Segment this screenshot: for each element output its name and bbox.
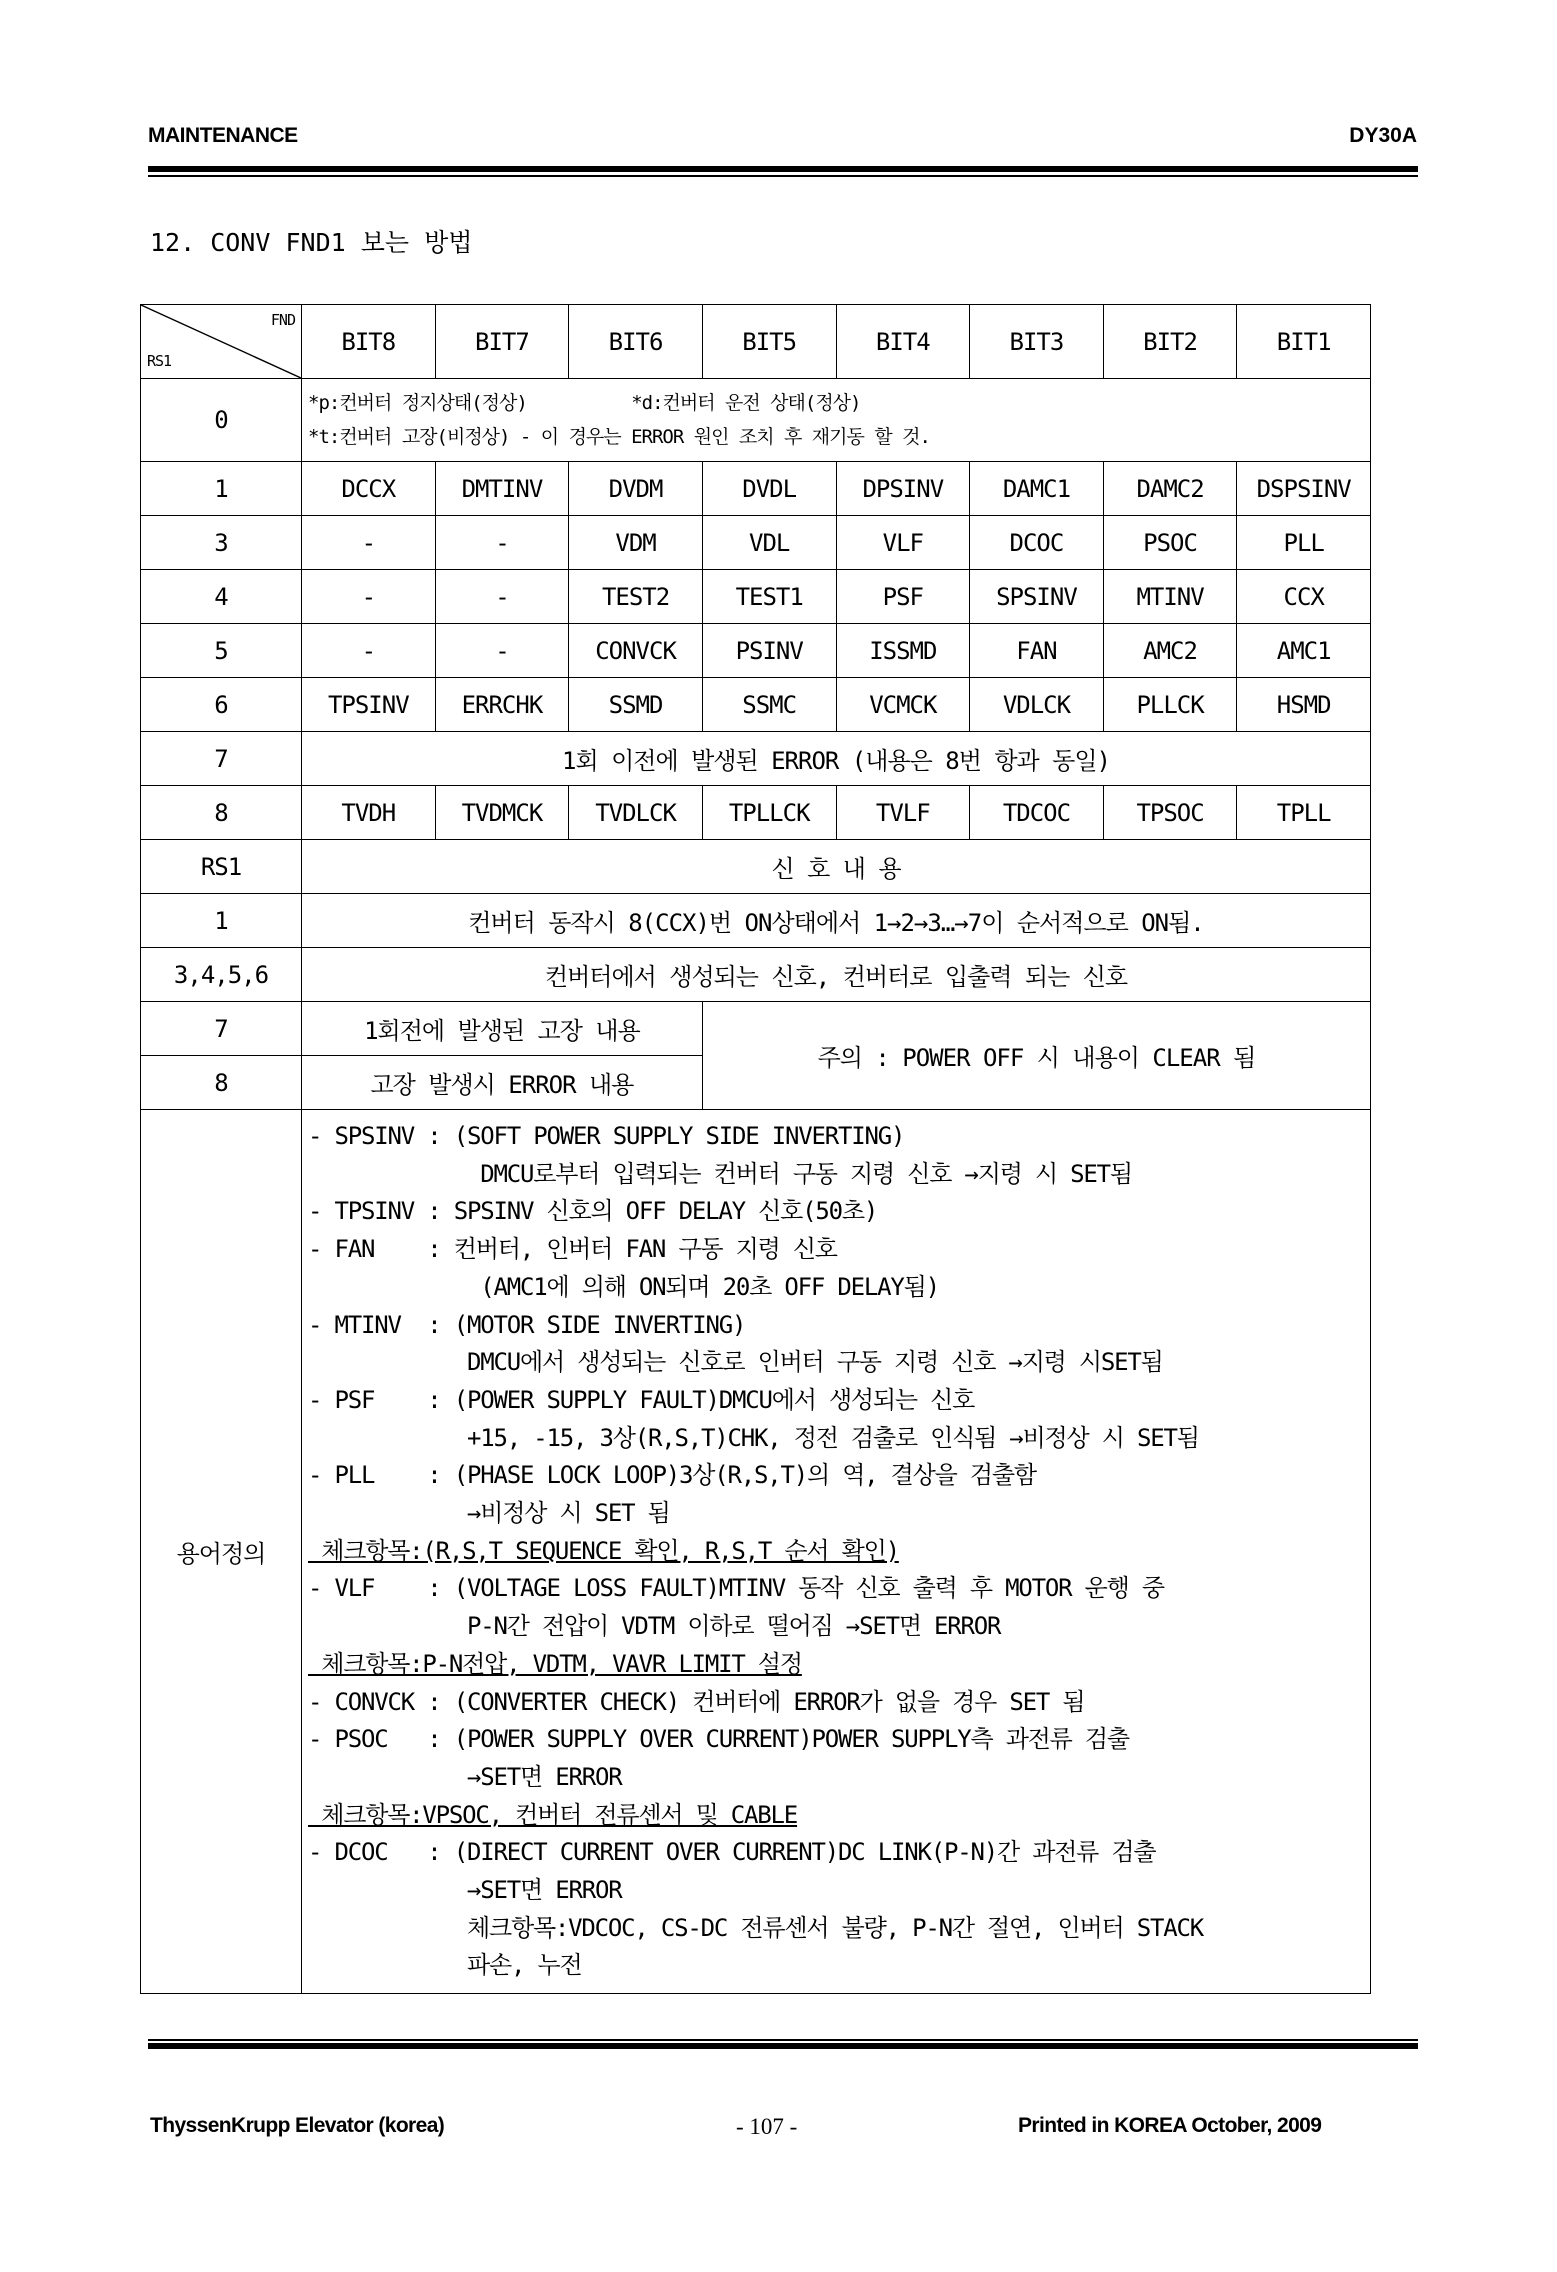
row-0 bbox=[141, 379, 1371, 462]
signal-header-label: RS1 bbox=[141, 840, 302, 894]
bit-header: BIT2 bbox=[1103, 305, 1237, 379]
bit-header: BIT5 bbox=[702, 305, 836, 379]
bit-cell: DMTINV bbox=[435, 462, 569, 516]
bit-cell: VDL bbox=[702, 516, 836, 570]
bit-cell: - bbox=[435, 624, 569, 678]
definition-line: - DCOC : (DIRECT CURRENT OVER CURRENT)DC LINK(P-N)간 과전류 검출 bbox=[308, 1838, 1156, 1867]
row-6 bbox=[141, 678, 1371, 732]
bit-header: BIT8 bbox=[302, 305, 436, 379]
bit-header: BIT4 bbox=[836, 305, 970, 379]
bit-cell: DAMC1 bbox=[970, 462, 1104, 516]
section-title: 12. CONV FND1 보는 방법 bbox=[150, 228, 473, 257]
bit-cell: VCMCK bbox=[836, 678, 970, 732]
row0-note-line1: *p:컨버터 정지상태(정상) *d:컨버터 운전 상태(정상) bbox=[308, 392, 861, 414]
header-right: DY30A bbox=[1349, 124, 1417, 147]
signal-row-3456 bbox=[141, 948, 1371, 1002]
bit-cell: AMC1 bbox=[1237, 624, 1371, 678]
bit-cell: PLLCK bbox=[1103, 678, 1237, 732]
signal-header-text: 신 호 내 용 bbox=[302, 840, 1371, 894]
row-7 bbox=[141, 732, 1371, 786]
corner-fnd-label: FND bbox=[270, 311, 295, 329]
row-label: 4 bbox=[141, 570, 302, 624]
bit-cell: AMC2 bbox=[1103, 624, 1237, 678]
definition-line: - CONVCK : (CONVERTER CHECK) 컨버터에 ERROR가 없을 경우 SET 됨 bbox=[308, 1687, 1085, 1716]
bit-cell: SSMC bbox=[702, 678, 836, 732]
bit-cell: SSMD bbox=[569, 678, 703, 732]
bit-cell: TEST1 bbox=[702, 570, 836, 624]
header-left: MAINTENANCE bbox=[148, 124, 298, 147]
definitions-row bbox=[141, 1110, 1371, 1994]
bit-cell: TPSOC bbox=[1103, 786, 1237, 840]
bit-cell: TVDH bbox=[302, 786, 436, 840]
signal-row-text: 1회전에 발생된 고장 내용 bbox=[302, 1002, 703, 1056]
check-item-line: 체크항목:P-N전압, VDTM, VAVR LIMIT 설정 bbox=[308, 1649, 802, 1678]
definition-line: - PLL : (PHASE LOCK LOOP)3상(R,S,T)의 역, 결상을 검출함 bbox=[308, 1461, 1036, 1490]
signal-row-7 bbox=[141, 1002, 1371, 1056]
signal-row-text: 컨버터 동작시 8(CCX)번 ON상태에서 1→2→3…→7이 순서적으로 ON됨. bbox=[302, 894, 1371, 948]
definition-line: (AMC1에 의해 ON되며 20초 OFF DELAY됨) bbox=[308, 1272, 939, 1301]
definition-line: →SET면 ERROR bbox=[308, 1876, 622, 1905]
bit-header: BIT1 bbox=[1237, 305, 1371, 379]
bit-cell: PSF bbox=[836, 570, 970, 624]
bit-cell: TDCOC bbox=[970, 786, 1104, 840]
bit-cell: PSOC bbox=[1103, 516, 1237, 570]
row-label: 1 bbox=[141, 462, 302, 516]
bit-cell: - bbox=[435, 516, 569, 570]
bit-cell: HSMD bbox=[1237, 678, 1371, 732]
definition-line: →비정상 시 SET 됨 bbox=[308, 1499, 670, 1528]
row-label: 0 bbox=[141, 379, 302, 462]
signal-header-row bbox=[141, 840, 1371, 894]
bit-cell: DVDM bbox=[569, 462, 703, 516]
row7-text: 1회 이전에 발생된 ERROR (내용은 8번 항과 동일) bbox=[302, 732, 1371, 786]
check-item-line: 파손, 누전 bbox=[308, 1951, 582, 1980]
row-5 bbox=[141, 624, 1371, 678]
bit-cell: TVDMCK bbox=[435, 786, 569, 840]
bit-cell: PLL bbox=[1237, 516, 1371, 570]
bit-cell: VDM bbox=[569, 516, 703, 570]
bit-cell: - bbox=[302, 624, 436, 678]
row-8 bbox=[141, 786, 1371, 840]
definition-line: - VLF : (VOLTAGE LOSS FAULT)MTINV 동작 신호 출력 후 MOTOR 운행 중 bbox=[308, 1574, 1164, 1603]
definition-line: - MTINV : (MOTOR SIDE INVERTING) bbox=[308, 1310, 746, 1339]
row-3 bbox=[141, 516, 1371, 570]
bit-cell: DPSINV bbox=[836, 462, 970, 516]
bit-header: BIT7 bbox=[435, 305, 569, 379]
bit-cell: TEST2 bbox=[569, 570, 703, 624]
header-rule-thick bbox=[148, 166, 1418, 172]
row-4 bbox=[141, 570, 1371, 624]
definition-line: - SPSINV : (SOFT POWER SUPPLY SIDE INVERTING) bbox=[308, 1122, 905, 1150]
row-label: 6 bbox=[141, 678, 302, 732]
bit-cell: ISSMD bbox=[836, 624, 970, 678]
signal-row-label: 3,4,5,6 bbox=[141, 948, 302, 1002]
bits-header-row bbox=[141, 305, 1371, 379]
definition-line: DMCU로부터 입력되는 컨버터 구동 지령 신호 →지령 시 SET됨 bbox=[308, 1159, 1132, 1188]
bit-cell: VDLCK bbox=[970, 678, 1104, 732]
footer-company: ThyssenKrupp Elevator (korea) bbox=[150, 2114, 445, 2137]
signal-row-1 bbox=[141, 894, 1371, 948]
bit-cell: TPLL bbox=[1237, 786, 1371, 840]
bit-cell: TVLF bbox=[836, 786, 970, 840]
check-item-line: 체크항목:VPSOC, 컨버터 전류센서 및 CABLE bbox=[308, 1800, 798, 1829]
footer-printed: Printed in KOREA October, 2009 bbox=[1018, 2114, 1322, 2137]
check-item-line: 체크항목:(R,S,T SEQUENCE 확인, R,S,T 순서 확인) bbox=[308, 1536, 899, 1565]
page-number: - 107 - bbox=[736, 2114, 798, 2139]
bit-cell: - bbox=[302, 516, 436, 570]
definition-line: +15, -15, 3상(R,S,T)CHK, 정전 검출로 인식됨 →비정상 시 SET됨 bbox=[308, 1423, 1199, 1452]
bit-header: BIT3 bbox=[970, 305, 1104, 379]
bit-cell: PSINV bbox=[702, 624, 836, 678]
signal-row-label: 8 bbox=[141, 1056, 302, 1110]
definition-line: - PSF : (POWER SUPPLY FAULT)DMCU에서 생성되는 신호 bbox=[308, 1385, 975, 1414]
bit-cell: DAMC2 bbox=[1103, 462, 1237, 516]
bit-header: BIT6 bbox=[569, 305, 703, 379]
bit-cell: ERRCHK bbox=[435, 678, 569, 732]
bit-cell: CCX bbox=[1237, 570, 1371, 624]
corner-cell bbox=[141, 305, 302, 379]
bit-cell: DCCX bbox=[302, 462, 436, 516]
fnd-table bbox=[140, 304, 1371, 1994]
row-label: 8 bbox=[141, 786, 302, 840]
bit-cell: SPSINV bbox=[970, 570, 1104, 624]
bit-cell: - bbox=[435, 570, 569, 624]
bit-cell: TPLLCK bbox=[702, 786, 836, 840]
definitions-body bbox=[302, 1110, 1371, 1994]
row0-note-line2: *t:컨버터 고장(비정상) - 이 경우는 ERROR 원인 조치 후 재기동 할 것. bbox=[308, 426, 930, 448]
signal-row-text: 고장 발생시 ERROR 내용 bbox=[302, 1056, 703, 1110]
row0-note bbox=[302, 379, 1371, 462]
footer-rule-thick bbox=[148, 2043, 1418, 2049]
check-item-line: 체크항목:VDCOC, CS-DC 전류센서 불량, P-N간 절연, 인버터 STACK bbox=[308, 1913, 1203, 1942]
bit-cell: CONVCK bbox=[569, 624, 703, 678]
footer-rule-thin bbox=[148, 2039, 1418, 2041]
bit-cell: - bbox=[302, 570, 436, 624]
bit-cell: TPSINV bbox=[302, 678, 436, 732]
signal-row-text: 컨버터에서 생성되는 신호, 컨버터로 입출력 되는 신호 bbox=[302, 948, 1371, 1002]
header-rule-thin bbox=[148, 175, 1418, 177]
row-1 bbox=[141, 462, 1371, 516]
definition-line: - TPSINV : SPSINV 신호의 OFF DELAY 신호(50초) bbox=[308, 1197, 878, 1226]
caution-note: 주의 : POWER OFF 시 내용이 CLEAR 됨 bbox=[702, 1002, 1370, 1110]
definition-line: - FAN : 컨버터, 인버터 FAN 구동 지령 신호 bbox=[308, 1235, 837, 1264]
bit-cell: TVDLCK bbox=[569, 786, 703, 840]
definitions-label: 용어정의 bbox=[141, 1110, 302, 1994]
definition-line: →SET면 ERROR bbox=[308, 1762, 622, 1791]
signal-row-label: 7 bbox=[141, 1002, 302, 1056]
bit-cell: VLF bbox=[836, 516, 970, 570]
corner-rs1-label: RS1 bbox=[147, 352, 172, 370]
bit-cell: DSPSINV bbox=[1237, 462, 1371, 516]
row-label: 3 bbox=[141, 516, 302, 570]
bit-cell: FAN bbox=[970, 624, 1104, 678]
row-label: 7 bbox=[141, 732, 302, 786]
bit-cell: MTINV bbox=[1103, 570, 1237, 624]
definition-line: - PSOC : (POWER SUPPLY OVER CURRENT)POWER SUPPLY측 과전류 검출 bbox=[308, 1725, 1129, 1754]
bit-cell: DCOC bbox=[970, 516, 1104, 570]
bit-cell: DVDL bbox=[702, 462, 836, 516]
definition-line: DMCU에서 생성되는 신호로 인버터 구동 지령 신호 →지령 시SET됨 bbox=[308, 1348, 1163, 1377]
row-label: 5 bbox=[141, 624, 302, 678]
signal-row-label: 1 bbox=[141, 894, 302, 948]
definition-line: P-N간 전압이 VDTM 이하로 떨어짐 →SET면 ERROR bbox=[308, 1612, 1001, 1641]
